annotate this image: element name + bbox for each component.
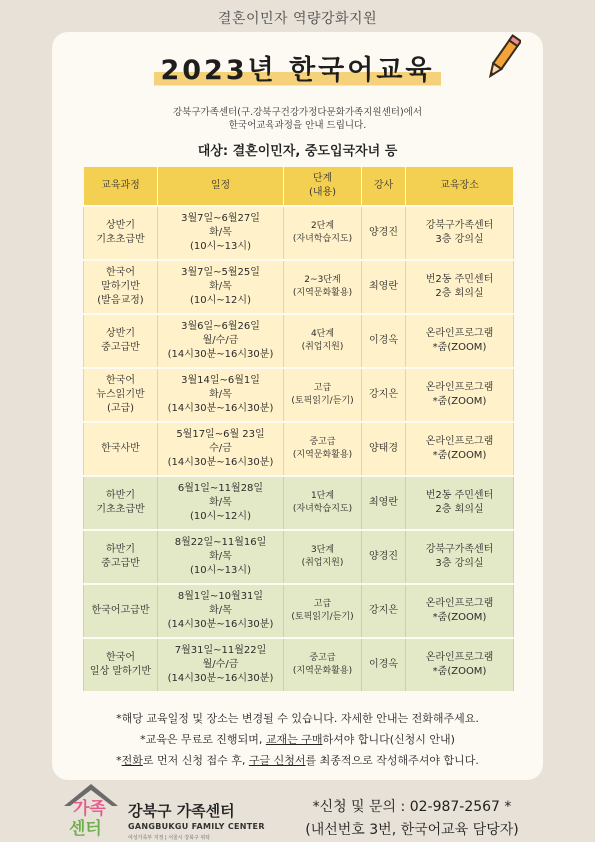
cell-course-line: 기초초급반	[96, 234, 145, 245]
center-name: 강북구 가족센터	[128, 802, 235, 820]
cell-course-line: 하반기	[106, 544, 135, 555]
header-level-line2: (내용)	[308, 187, 337, 198]
header-level-line1: 단계	[312, 173, 333, 184]
cell-instructor: 강지은	[362, 368, 406, 422]
cell-location-line: 온라인프로그램	[425, 436, 494, 447]
cell-schedule-line: 월/수/금	[202, 335, 239, 346]
cell-course-line: 상반기	[106, 220, 135, 231]
cell-schedule-line: 수/금	[209, 443, 232, 454]
cell-level-line: 고급	[313, 383, 332, 393]
cell-level-line: (토픽읽기/듣기)	[291, 396, 354, 406]
cell-instructor: 이경옥	[362, 638, 406, 692]
header-level	[284, 167, 362, 207]
note-2-b: 하셔야 합니다(신청시 안내)	[322, 733, 455, 746]
cell-schedule-line: 3월7일~5월25일	[181, 267, 260, 278]
header-location: 교육장소	[406, 167, 514, 207]
cell-schedule-line: 화/목	[209, 497, 232, 508]
cell-level-line: (지역문화활용)	[292, 666, 353, 676]
header-instructor: 강사	[362, 167, 406, 207]
cell-location	[406, 368, 514, 422]
cell-location-line: *줌(ZOOM)	[432, 666, 487, 677]
cell-course-line: 한국어	[106, 267, 135, 278]
note-1: *해당 교육일정 및 장소는 변경될 수 있습니다. 자세한 안내는 전화해주세요.	[116, 712, 479, 725]
cell-instructor: 이경옥	[362, 314, 406, 368]
cell-course	[84, 476, 158, 530]
schedule-table	[83, 166, 514, 693]
cell-instructor: 최영란	[362, 476, 406, 530]
note-2	[62, 729, 533, 750]
contact-info	[262, 796, 562, 842]
contact-phone: *신청 및 문의 : 02-987-2567 *	[312, 799, 512, 815]
table-row	[84, 530, 514, 584]
cell-schedule	[158, 476, 284, 530]
center-name-en: GANGBUKGU FAMILY CENTER	[128, 822, 265, 831]
note-2-underline: 교재는 구매	[265, 733, 323, 746]
cell-course-line: 한국사반	[101, 443, 140, 454]
cell-course-line: 중고급반	[101, 558, 140, 569]
cell-location-line: *줌(ZOOM)	[432, 396, 487, 407]
cell-level	[284, 422, 362, 476]
cell-instructor: 양태경	[362, 422, 406, 476]
cell-course	[84, 260, 158, 314]
cell-schedule-line: (14시30분~16시30분)	[167, 619, 274, 630]
cell-schedule-line: 화/목	[209, 281, 232, 292]
cell-level	[284, 530, 362, 584]
table-row	[84, 476, 514, 530]
cell-schedule-line: 화/목	[209, 389, 232, 400]
cell-schedule-line: (10시~13시)	[190, 565, 251, 576]
cell-location-line: 온라인프로그램	[425, 328, 494, 339]
cell-location-line: 2층 회의실	[435, 504, 484, 515]
cell-schedule	[158, 260, 284, 314]
cell-course-line: 기초초급반	[96, 504, 145, 515]
cell-course-line: 중고급반	[101, 342, 140, 353]
family-center-logo	[60, 782, 122, 840]
cell-level-line: 2단계	[310, 221, 335, 231]
cell-course-line: (고급)	[106, 403, 135, 414]
cell-level-line: 2~3단계	[304, 275, 341, 285]
cell-location-line: 온라인프로그램	[425, 598, 494, 609]
cell-level-line: 3단계	[310, 545, 335, 555]
cell-location	[406, 314, 514, 368]
cell-location-line: 번2동 주민센터	[425, 490, 494, 501]
cell-location-line: *줌(ZOOM)	[432, 450, 487, 461]
cell-schedule-line: 7월31일~11월22일	[174, 645, 267, 656]
cell-course-line: 상반기	[106, 328, 135, 339]
cell-location	[406, 530, 514, 584]
cell-course-line: 하반기	[106, 490, 135, 501]
cell-course	[84, 638, 158, 692]
cell-course-line: 한국어	[106, 375, 135, 386]
cell-level-line: 중고급	[309, 653, 336, 663]
cell-level	[284, 584, 362, 638]
cell-location	[406, 206, 514, 260]
cell-location	[406, 476, 514, 530]
cell-instructor: 최영란	[362, 260, 406, 314]
content-card	[52, 32, 543, 780]
cell-schedule-line: 5월17일~6월 23일	[176, 429, 265, 440]
cell-location	[406, 584, 514, 638]
title-wrap	[52, 48, 543, 89]
cell-schedule-line: 월/수/금	[202, 659, 239, 670]
cell-schedule-line: (14시30분~16시30분)	[167, 349, 274, 360]
cell-schedule-line: (10시~13시)	[190, 241, 251, 252]
page-title: 2023년 한국어교육	[154, 48, 440, 89]
cell-schedule-line: (14시30분~16시30분)	[167, 403, 274, 414]
note-3-a: *	[116, 754, 122, 767]
cell-level-line: (취업지원)	[301, 558, 344, 568]
cell-schedule	[158, 530, 284, 584]
cell-location-line: 2층 회의실	[435, 288, 484, 299]
cell-schedule-line: (10시~12시)	[190, 511, 251, 522]
cell-course	[84, 368, 158, 422]
table-row	[84, 584, 514, 638]
cell-schedule-line: 8월22일~11월16일	[174, 537, 267, 548]
note-3-b: 로 먼저 신청 접수 후,	[142, 754, 249, 767]
cell-schedule-line: 3월6일~6월26일	[181, 321, 260, 332]
cell-location-line: 강북구가족센터	[425, 544, 494, 555]
cell-level-line: 1단계	[310, 491, 335, 501]
cell-course-line: 한국어	[106, 652, 135, 663]
cell-level-line: (취업지원)	[301, 342, 344, 352]
cell-schedule-line: 화/목	[209, 605, 232, 616]
note-3	[62, 750, 533, 771]
cell-level-line: (지역문화활용)	[292, 288, 353, 298]
cell-location-line: 번2동 주민센터	[425, 274, 494, 285]
pencil-icon	[485, 32, 521, 84]
table-row	[84, 638, 514, 692]
table-row	[84, 206, 514, 260]
cell-course-line: 한국어고급반	[91, 605, 150, 616]
note-3-underline-1: 전화	[121, 754, 143, 767]
cell-location	[406, 638, 514, 692]
cell-schedule	[158, 206, 284, 260]
note-3-c: 를 최종적으로 작성해주셔야 합니다.	[305, 754, 479, 767]
cell-location	[406, 260, 514, 314]
cell-schedule-line: 3월7일~6월27일	[181, 213, 260, 224]
cell-level-line: (자녀학습지도)	[292, 504, 353, 514]
cell-schedule	[158, 314, 284, 368]
cell-level	[284, 314, 362, 368]
cell-instructor: 양경진	[362, 530, 406, 584]
intro-line-1: 강북구가족센터(구.강북구건강가정다문화가족지원센터)에서	[172, 107, 423, 118]
cell-location-line: 강북구가족센터	[425, 220, 494, 231]
cell-course-line: 뉴스읽기반	[96, 389, 145, 400]
notes	[62, 708, 533, 771]
cell-schedule-line: 6월1일~11월28일	[177, 483, 264, 494]
cell-course	[84, 530, 158, 584]
cell-schedule	[158, 368, 284, 422]
cell-schedule	[158, 638, 284, 692]
cell-schedule-line: (14시30분~16시30분)	[167, 457, 274, 468]
table-body	[84, 206, 514, 692]
table-header-row	[84, 167, 514, 207]
cell-schedule	[158, 584, 284, 638]
contact-extension: (내선번호 3번, 한국어교육 담당자)	[305, 822, 519, 838]
cell-level	[284, 206, 362, 260]
cell-level	[284, 260, 362, 314]
cell-location-line: *줌(ZOOM)	[432, 342, 487, 353]
cell-location-line: *줌(ZOOM)	[432, 612, 487, 623]
cell-level	[284, 368, 362, 422]
table-row	[84, 422, 514, 476]
cell-level-line: 4단계	[310, 329, 335, 339]
cell-schedule-line: 화/목	[209, 551, 232, 562]
note-3-underline-2: 구글 신청서	[248, 754, 306, 767]
target-audience: 대상: 결혼이민자, 중도입국자녀 등	[197, 144, 398, 159]
table-row	[84, 368, 514, 422]
cell-location-line: 온라인프로그램	[425, 652, 494, 663]
cell-location	[406, 422, 514, 476]
table-row	[84, 260, 514, 314]
cell-course	[84, 422, 158, 476]
intro-text	[82, 106, 513, 132]
cell-schedule-line: 8월1일~10월31일	[177, 591, 264, 602]
cell-schedule	[158, 422, 284, 476]
header-schedule: 일정	[158, 167, 284, 207]
cell-location-line: 3층 강의실	[435, 558, 484, 569]
cell-instructor: 강지은	[362, 584, 406, 638]
cell-level-line: 고급	[313, 599, 332, 609]
cell-location-line: 온라인프로그램	[425, 382, 494, 393]
top-label: 결혼이민자 역량강화지원	[217, 11, 378, 27]
cell-instructor: 양경진	[362, 206, 406, 260]
cell-level-line: 중고급	[309, 437, 336, 447]
logo-text-bottom: 센터	[69, 819, 102, 839]
cell-schedule-line: (10시~12시)	[190, 295, 251, 306]
cell-course	[84, 584, 158, 638]
cell-level	[284, 638, 362, 692]
cell-schedule-line: (14시30분~16시30분)	[167, 673, 274, 684]
header-course: 교육과정	[84, 167, 158, 207]
cell-course-line: 일상 말하기반	[89, 666, 152, 677]
cell-level	[284, 476, 362, 530]
cell-level-line: (토픽읽기/듣기)	[291, 612, 354, 622]
cell-course-line: (발음교정)	[97, 295, 144, 306]
center-affiliation: 여성가족부 지정 | 서울시 강북구 위탁	[128, 835, 211, 841]
table-row	[84, 314, 514, 368]
cell-course-line: 말하기반	[101, 281, 140, 292]
note-2-a: *교육은 무료로 진행되며,	[140, 733, 266, 746]
intro-line-2: 한국어교육과정을 안내 드립니다.	[228, 120, 367, 131]
cell-schedule-line: 3월14일~6월1일	[181, 375, 260, 386]
cell-schedule-line: 화/목	[209, 227, 232, 238]
logo-text-top: 가족	[73, 799, 106, 819]
cell-location-line: 3층 강의실	[435, 234, 484, 245]
cell-level-line: (자녀학습지도)	[292, 234, 353, 244]
cell-level-line: (지역문화활용)	[292, 450, 353, 460]
cell-course	[84, 314, 158, 368]
cell-course	[84, 206, 158, 260]
